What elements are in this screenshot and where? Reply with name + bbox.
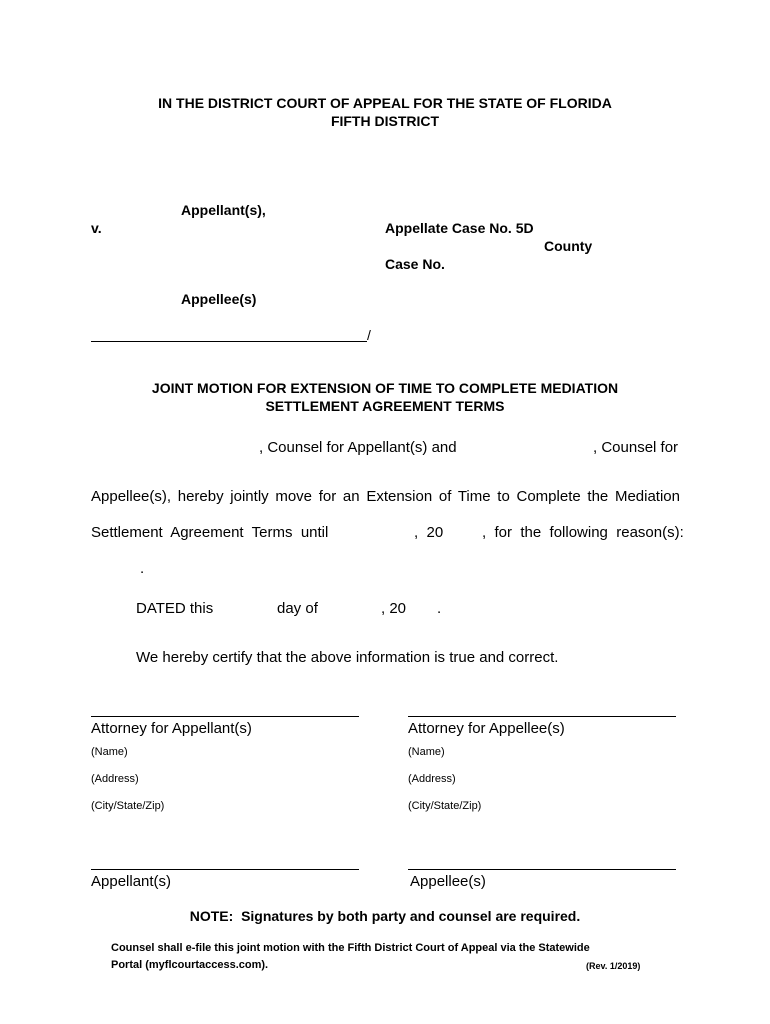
appellees-label: Appellee(s) — [181, 291, 257, 307]
appellee-signature-line — [408, 869, 676, 870]
motion-title-line2: SETTLEMENT AGREEMENT TERMS — [265, 398, 505, 414]
attorney-appellant-city: (City/State/Zip) — [91, 800, 165, 812]
dated-period: . — [437, 600, 442, 617]
attorney-appellant-address: (Address) — [91, 773, 139, 785]
counsel-appellant-text: , Counsel for Appellant(s) and — [259, 439, 457, 456]
attorney-appellee-signature-line — [408, 716, 676, 717]
efile-instruction-line1: Counsel shall e-file this joint motion with the Fifth District Court of Appeal via the Statewide — [111, 942, 590, 954]
attorney-appellant-signature-line — [91, 716, 359, 717]
motion-body-line3b: , 20 — [414, 524, 444, 541]
caption-slash: / — [367, 327, 371, 343]
case-no-label: Case No. — [385, 256, 445, 272]
caption-underline — [91, 341, 367, 342]
counsel-for-text: , Counsel for — [593, 439, 679, 456]
revision-date: (Rev. 1/2019) — [586, 961, 641, 971]
motion-title-line1: JOINT MOTION FOR EXTENSION OF TIME TO COMPLETE MEDIATION — [151, 380, 619, 396]
attorney-appellee-title: Attorney for Appellee(s) — [408, 720, 565, 737]
motion-body-line3c: , for the following reason(s): — [482, 524, 684, 541]
appellee-party-label: Appellee(s) — [410, 873, 486, 890]
dated-label: DATED this — [136, 600, 214, 617]
motion-body-line3a: Settlement Agreement Terms until — [91, 524, 329, 541]
court-heading: IN THE DISTRICT COURT OF APPEAL FOR THE STATE OF FLORIDA — [158, 95, 612, 111]
appellate-case-label: Appellate Case No. 5D — [385, 220, 534, 236]
reason-period: . — [140, 560, 145, 577]
attorney-appellee-city: (City/State/Zip) — [408, 800, 482, 812]
efile-instruction-line2: Portal (myflcourtaccess.com). — [111, 959, 269, 971]
attorney-appellee-name: (Name) — [408, 746, 445, 758]
certify-statement: We hereby certify that the above information is true and correct. — [136, 649, 559, 666]
signature-note: NOTE: Signatures by both party and counsel are required. — [189, 908, 581, 924]
appellant-signature-line — [91, 869, 359, 870]
day-of-label: day of — [277, 600, 318, 617]
district-heading: FIFTH DISTRICT — [330, 113, 440, 129]
motion-body-line2: Appellee(s), hereby jointly move for an Extension of Time to Complete the Mediation — [91, 488, 680, 505]
appellants-label: Appellant(s), — [181, 202, 266, 218]
year-label: , 20 — [381, 600, 407, 617]
appellant-party-label: Appellant(s) — [91, 873, 172, 890]
attorney-appellee-address: (Address) — [408, 773, 456, 785]
attorney-appellant-title: Attorney for Appellant(s) — [91, 720, 252, 737]
versus-label: v. — [91, 220, 102, 236]
attorney-appellant-name: (Name) — [91, 746, 128, 758]
county-label: County — [544, 238, 593, 254]
